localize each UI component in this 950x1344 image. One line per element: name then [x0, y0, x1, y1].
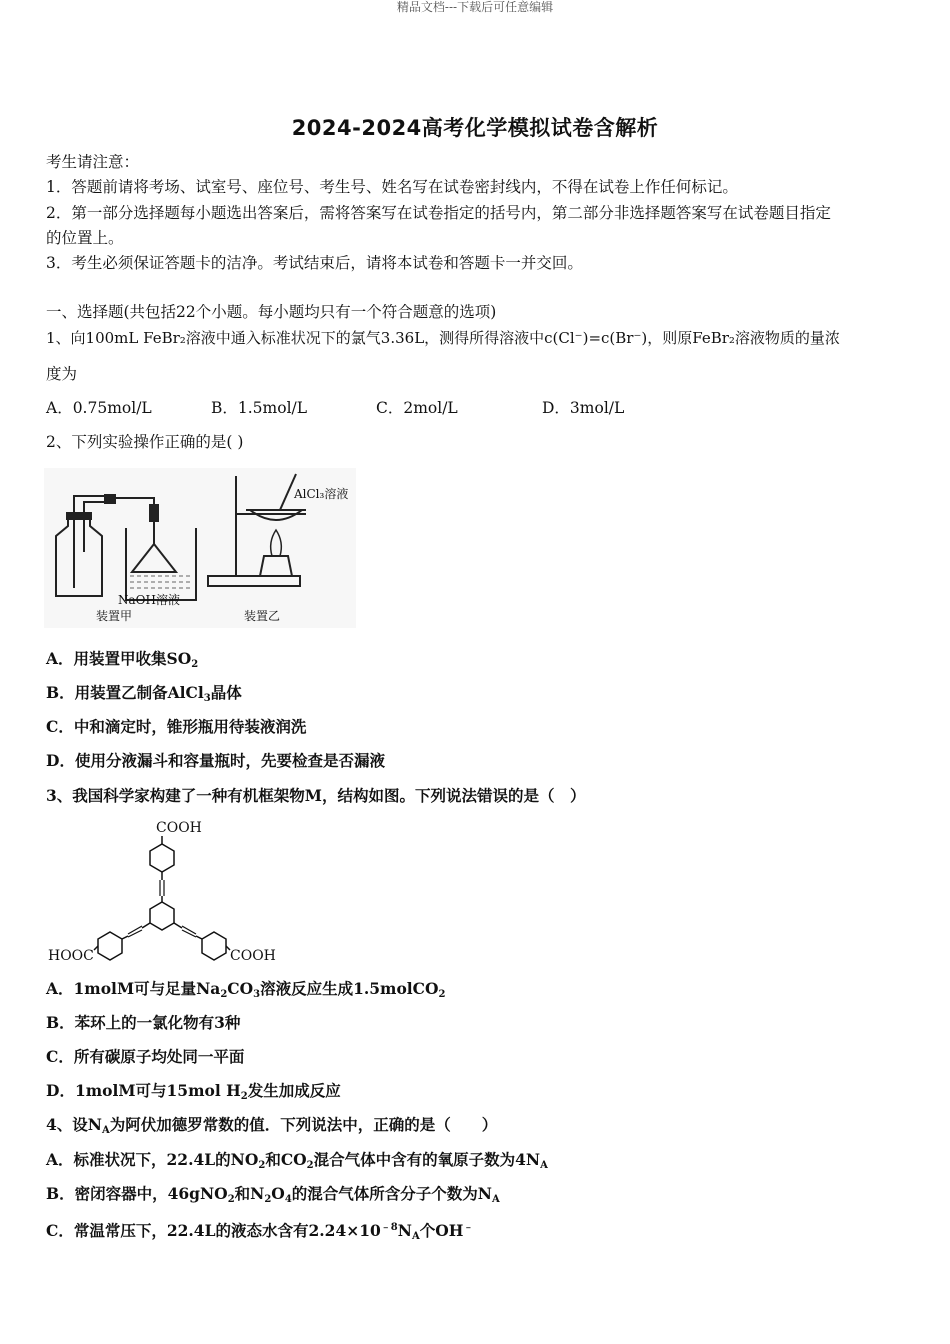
structure-figure — [44, 816, 284, 966]
q2-option-d: D．使用分液漏斗和容量瓶时，先要检查是否漏液 — [46, 751, 385, 770]
apparatus-figure — [44, 468, 356, 628]
q1-stem-cont: 度为 — [46, 365, 78, 383]
notice-item-1: 1．答题前请将考场、试室号、座位号、考生号、姓名写在试卷密封线内，不得在试卷上作任何标记。 — [46, 178, 738, 196]
label-naoh: NaOH溶液 — [118, 593, 180, 607]
q2-option-b: B．用装置乙制备AlCl$_3$晶体 — [46, 683, 242, 704]
q3-option-b: B．苯环上的一氯化物有3种 — [46, 1013, 241, 1032]
q4-stem: 4、设$N_A$为阿伏加德罗常数的值．下列说法中，正确的是（ ） — [46, 1115, 498, 1136]
q3-stem: 3、我国科学家构建了一种有机框架物M，结构如图。下列说法错误的是（ ） — [46, 786, 586, 805]
q1-option-d: D．3mol/L — [542, 399, 625, 417]
q3-option-c: C．所有碳原子均处同一平面 — [46, 1047, 245, 1066]
section-heading: 一、选择题(共包括22个小题。每小题均只有一个符合题意的选项) — [46, 303, 497, 321]
cooh-top-label: COOH — [156, 820, 202, 836]
notice-item-3: 3．考生必须保证答题卡的洁净。考试结束后，请将本试卷和答题卡一并交回。 — [46, 254, 583, 272]
q2-option-c: C．中和滴定时，锥形瓶用待装液润洗 — [46, 717, 307, 736]
caption-device-b: 装置乙 — [244, 609, 281, 623]
cooh-left-label: HOOC — [48, 948, 94, 964]
q1-option-a: A．0.75mol/L — [46, 399, 152, 417]
label-alcl3: AlCl₃溶液 — [294, 487, 349, 501]
q2-stem: 2、下列实验操作正确的是( ) — [46, 433, 244, 451]
q1-option-c: C．2mol/L — [376, 399, 458, 417]
header-note: 精品文档---下载后可任意编辑 — [396, 0, 554, 14]
notice-item-2: 2．第一部分选择题每小题选出答案后，需将答案写在试卷指定的括号内，第二部分非选择题答案写在试卷题目指定 — [46, 204, 831, 222]
q2-option-a: A．用装置甲收集$SO_2$ — [46, 649, 199, 670]
q4-option-b: B．密闭容器中，46gNO$_2$和$N_2O_4$的混合气体所含分子个数为$N_A$ — [46, 1184, 500, 1205]
caption-device-a: 装置甲 — [96, 609, 133, 623]
q1-stem: 1、向100mL FeBr₂溶液中通入标准状况下的氯气3.36L，测得所得溶液中c(Cl⁻)=c(Br⁻)，则原FeBr₂溶液物质的量浓 — [46, 329, 840, 347]
cooh-right-label: COOH — [230, 948, 276, 964]
q3-option-d: D．1molM可与15mol $H_2$发生加成反应 — [46, 1081, 341, 1102]
page-title: 2024-2024高考化学模拟试卷含解析 — [291, 116, 659, 140]
notice-heading: 考生请注意： — [46, 153, 140, 171]
q4-option-a: A．标准状况下，22.4L的$NO_2$和$CO_2$混合气体中含有的氧原子数为$4N_A$ — [46, 1150, 548, 1171]
notice-item-2-cont: 的位置上。 — [46, 229, 124, 247]
q3-option-a: A．1molM可与足量$Na_2CO_3$溶液反应生成1.5molCO$_2$ — [46, 979, 446, 1000]
q4-option-c: C．常温常压下，22.4L的液态水含有$2.24\times 10^{﹣8}N_A$个OH﹣ — [46, 1221, 474, 1242]
q1-option-b: B．1.5mol/L — [211, 399, 308, 417]
